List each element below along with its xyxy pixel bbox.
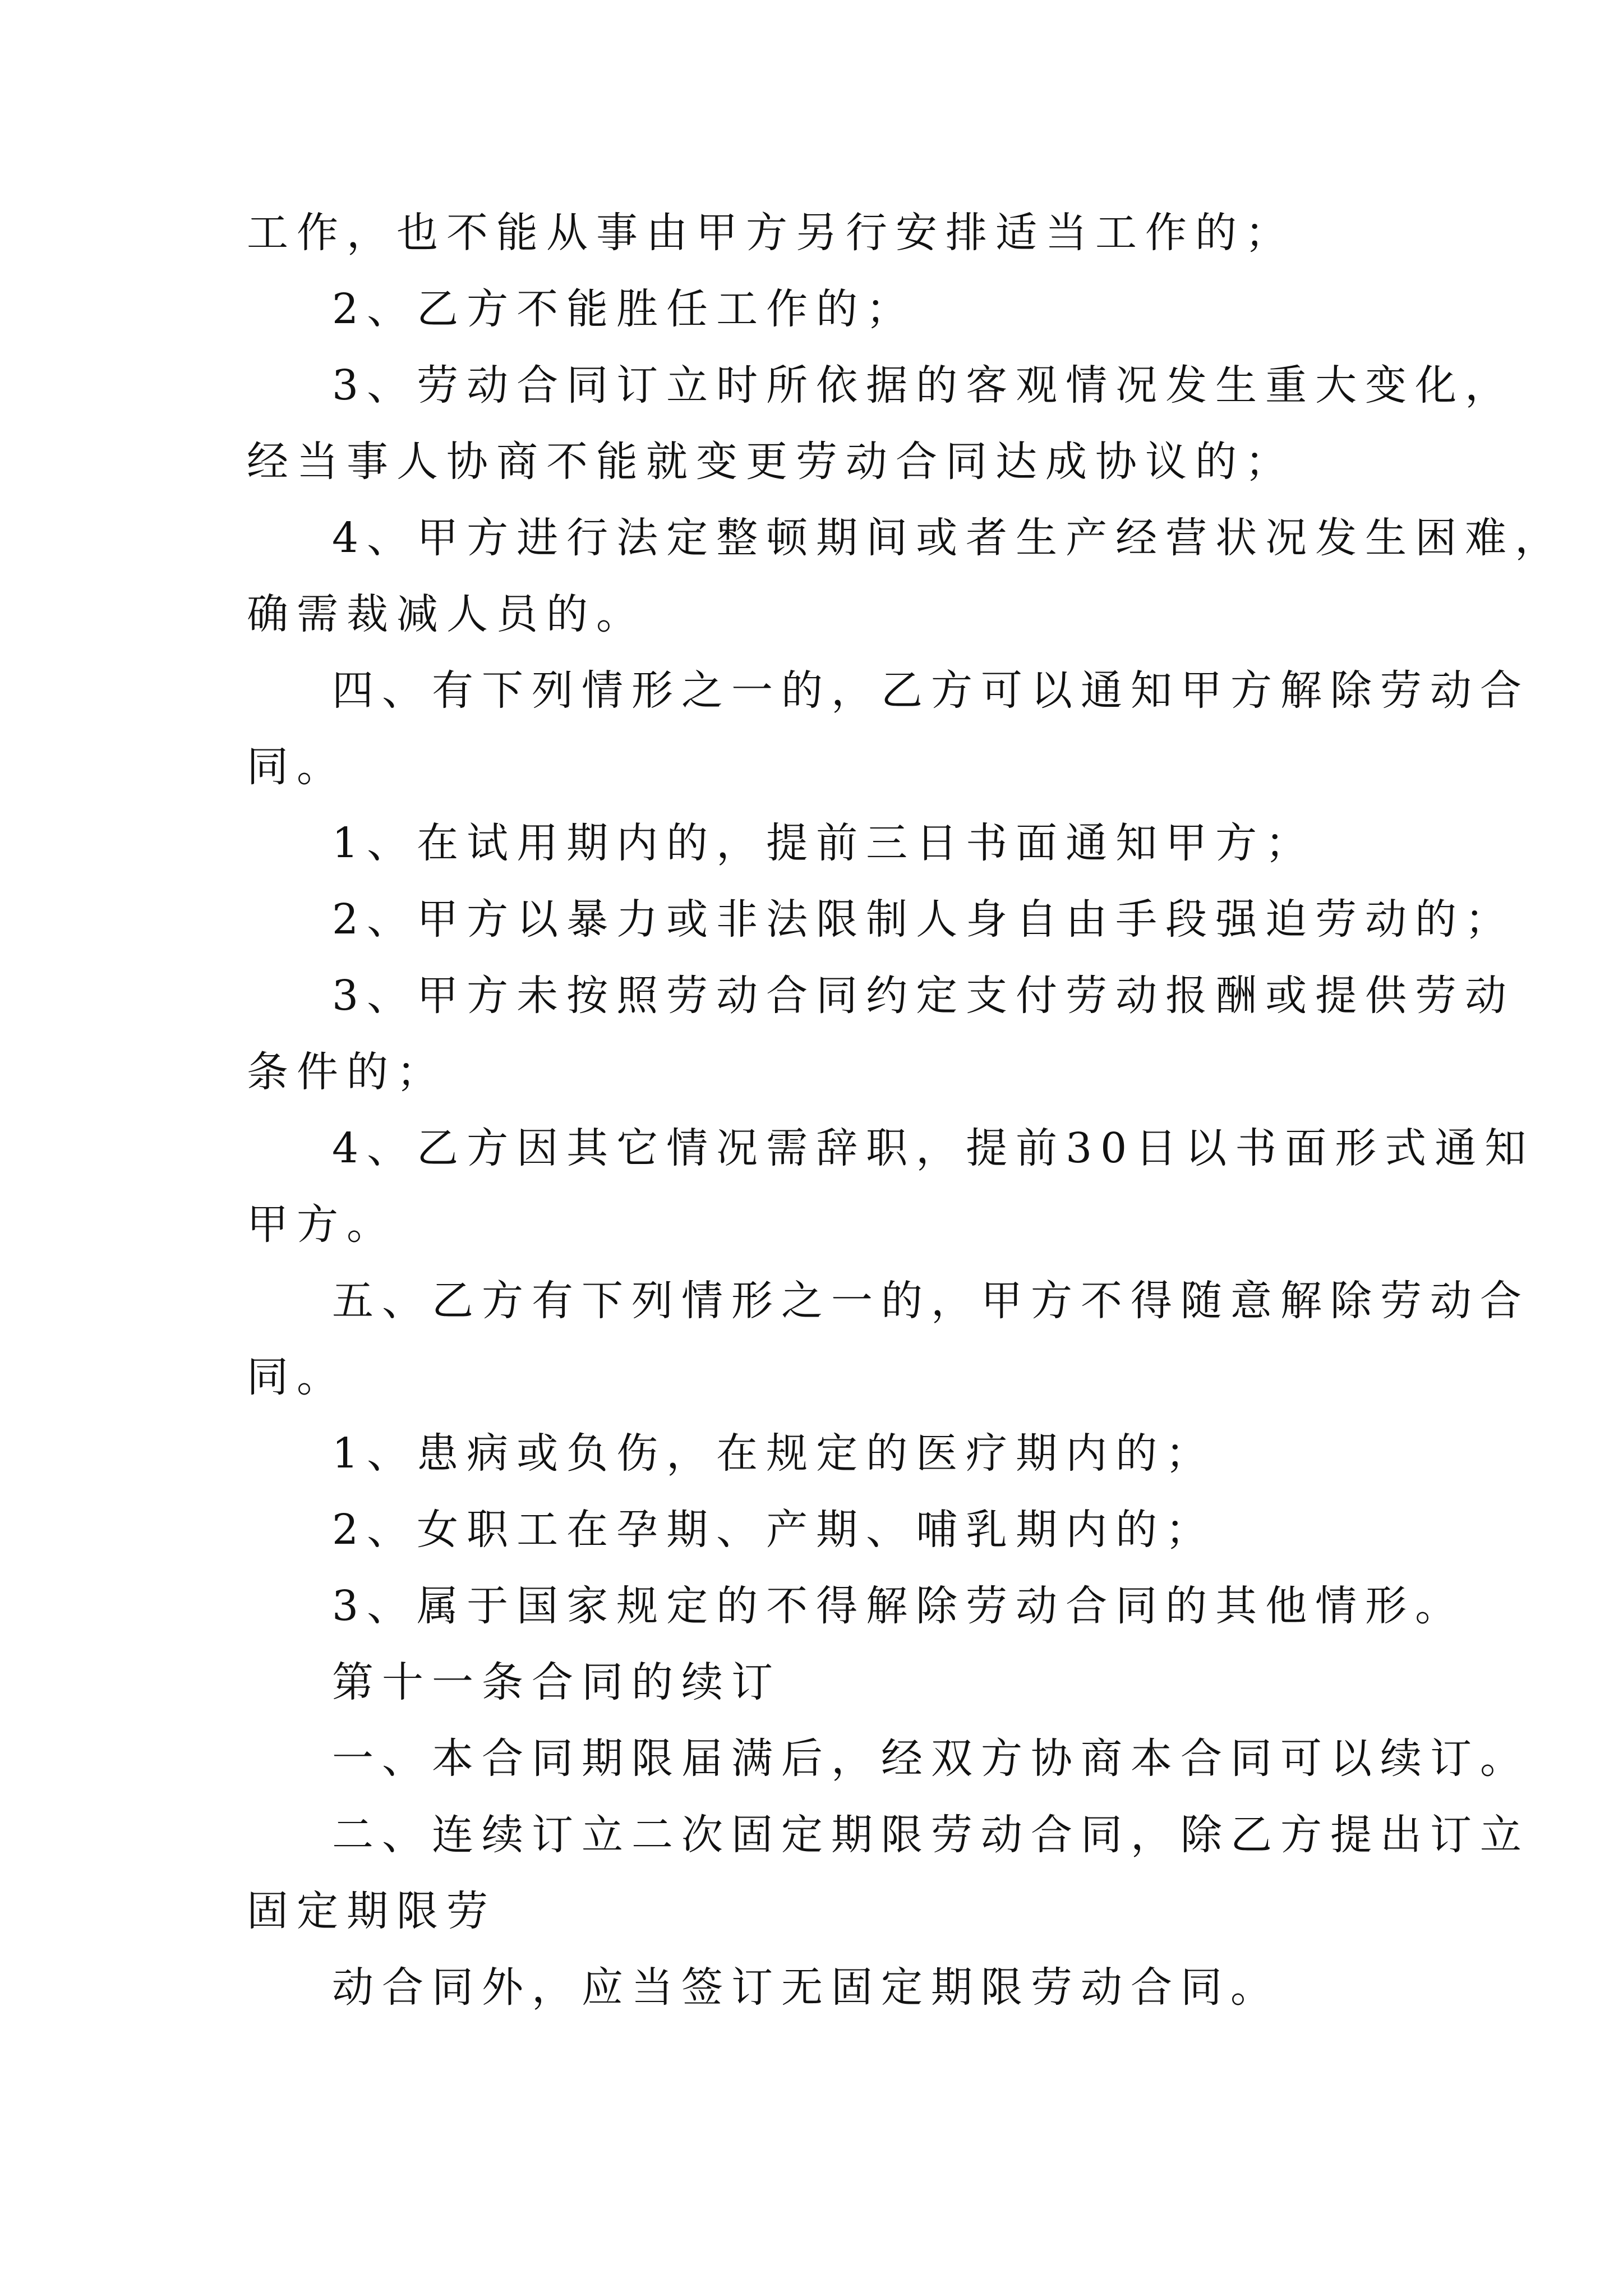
text-line: 同。 [247, 743, 347, 791]
text-line: 2、甲方以暴力或非法限制人身自由手段强迫劳动的； [332, 895, 1515, 944]
text-line: 一、本合同期限届满后，经双方协商本合同可以续订。 [332, 1734, 1530, 1783]
text-line: 3、甲方未按照劳动合同约定支付劳动报酬或提供劳动 [332, 972, 1515, 1020]
text-line: 二、连续订立二次固定期限劳动合同，除乙方提出订立 [332, 1811, 1530, 1859]
text-line: 经当事人协商不能就变更劳动合同达成协议的； [247, 438, 1295, 486]
text-line: 五、乙方有下列情形之一的，甲方不得随意解除劳动合 [332, 1277, 1530, 1325]
text-line: 四、有下列情形之一的，乙方可以通知甲方解除劳动合 [332, 666, 1530, 715]
text-line: 3、属于国家规定的不得解除劳动合同的其他情形。 [332, 1582, 1465, 1630]
text-line: 1、在试用期内的，提前三日书面通知甲方； [332, 819, 1316, 867]
text-line: 4、乙方因其它情况需辞职，提前30日以书面形式通知 [332, 1124, 1535, 1172]
text-line: 固定期限劳 [247, 1887, 496, 1935]
text-line: 甲方。 [247, 1200, 396, 1249]
text-line: 工作，也不能从事由甲方另行安排适当工作的； [247, 209, 1295, 257]
section-heading: 第十一条合同的续订 [332, 1658, 781, 1706]
text-line: 动合同外，应当签订无固定期限劳动合同。 [332, 1963, 1280, 2012]
text-line: 4、甲方进行法定整顿期间或者生产经营状况发生困难， [332, 514, 1565, 562]
text-line: 2、女职工在孕期、产期、哺乳期内的； [332, 1506, 1216, 1554]
text-line: 同。 [247, 1353, 347, 1401]
text-line: 1、患病或负伤，在规定的医疗期内的； [332, 1429, 1216, 1478]
text-line: 3、劳动合同订立时所依据的客观情况发生重大变化， [332, 361, 1515, 409]
text-line: 2、乙方不能胜任工作的； [332, 285, 916, 333]
text-line: 条件的； [247, 1048, 446, 1096]
text-line: 确需裁减人员的。 [247, 590, 646, 638]
